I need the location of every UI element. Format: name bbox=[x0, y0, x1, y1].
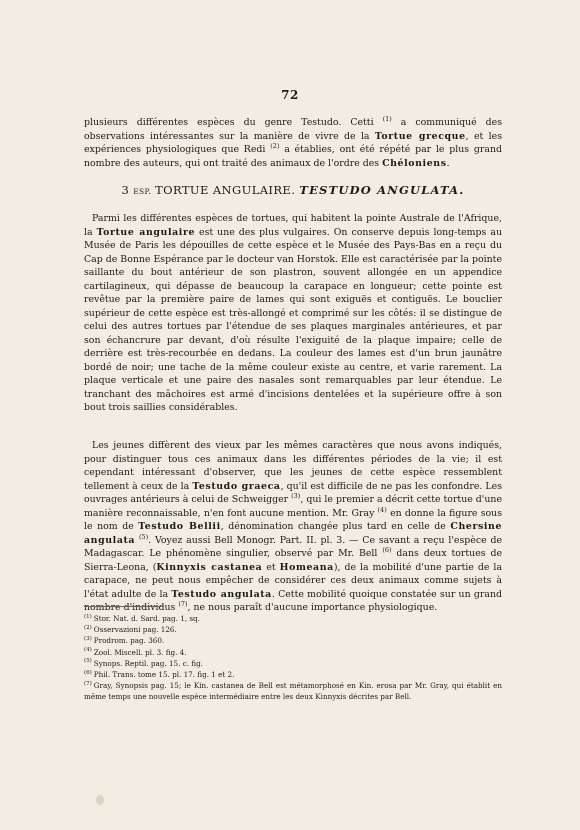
heading-esp: ESP. bbox=[133, 187, 152, 196]
paper-smudge bbox=[96, 795, 104, 805]
page-number: 72 bbox=[281, 88, 299, 102]
species-name: Tortue angulaire bbox=[96, 226, 196, 238]
paragraph-description: Parmi les différentes espèces de tortues, qui habitent la pointe Australe de l'Afrique, la Tortue angulaire est une des plus vulgaires. On conserve depuis long-temps au Musée de Paris les dépouilles de cette espèce et le Musée des Pays-Bas en a reçu du Cap de Bonne Espérance par le docteur van Horstok. Elle est caractérisée par la pointe saillante du bout antérieur de son plastron, souvent allongée en un appendice cartilagineux, qui dépasse de beaucoup la carapace en longueur; cette pointe est revêtue par la première paire de lames qui sont exiguës et contiguës. Le bouclier supérieur de cette espèce est très-allongé et comprimé sur les côtés: il se distingue de celui des autres tortues par l'étendue de ses plaques marginales antérieures, et par son échancrure par devant, d'où résulte l'exiguité de la plaque impaire; celle de derrière est très-recourbée en dedans. La couleur des lames est d'un brun jaunâtre bordé de noir; une tache de la même couleur existe au centre, et varie rarement. La plaque verticale et une paire des nasales sont remarquables par leur étendue. Le tranchant des mâchoires est armé d'incisions dentelées et la supérieure offre à son bout trois saillies considérables. bbox=[84, 213, 502, 413]
footnote-ref-5[interactable]: (5) bbox=[138, 532, 149, 541]
species-name: Chersine angulata bbox=[84, 521, 503, 546]
footnote-ref-4[interactable]: (4) bbox=[377, 505, 387, 514]
species-name: Kinnyxis castanea bbox=[156, 561, 263, 573]
heading-latin-name: TESTUDO ANGULATA. bbox=[299, 183, 465, 197]
section-heading bbox=[84, 183, 502, 197]
paragraph-intro: plusieurs différentes espèces du genre Testudo. Cetti $^{(1)}$ a communiqué des observations intéressantes sur la manière de vivre de la Tortue grecque, et les expériences physiologiques que Redi $^{(2)}$ a établies, ont été répété par le plus grand nombre des auteurs, qui ont traité des animaux de l'ordre des Chéloniens. bbox=[84, 114, 503, 169]
order-name: Chéloniens bbox=[382, 157, 447, 169]
footnote: $^{(3)}$ Prodrom. pag. 360. bbox=[84, 636, 165, 646]
footnote-divider bbox=[84, 606, 164, 607]
footnote: $^{(7)}$ Gray, Synopsis pag. 15; le Kin. castanea de Bell est métamorphosé en Kin. erosa par Mr. Gray, qui établit en même temps une nouvelle espèce intermédiaire entre les deux Kinnyxis décrites par Bell. bbox=[84, 680, 502, 702]
footnote-ref-3[interactable]: (3) bbox=[291, 491, 301, 500]
species-name: Testudo angulata bbox=[171, 588, 272, 600]
footnote: $^{(2)}$ Osservazioni pag. 126. bbox=[84, 624, 177, 635]
footnote: $^{(6)}$ Phil. Trans. tome 15. pl. 17. fig. 1 et 2. bbox=[84, 669, 235, 680]
footnote-ref-2[interactable]: (2) bbox=[270, 141, 280, 150]
species-name: Testudo graeca bbox=[192, 480, 281, 492]
species-name: Tortue grecque bbox=[374, 130, 466, 142]
footnote: $^{(4)}$ Zool. Miscell. pl. 3. fig. 4. bbox=[84, 647, 187, 657]
paragraph-juveniles: Les jeunes diffèrent des vieux par les mêmes caractères que nous avons indiqués, pour distinguer tous ces animaux dans les différentes périodes de la vie; il est cependant intéressant d'observer, que les jeunes de cette espèce ressemblent tellement à ceux de la Testudo graeca, qu'il est difficile de ne pas les confondre. Les ouvrages antérieurs à celui de Schweigger $^{(3)}$, qui le premier a décrit cette tortue d'une manière reconnaissable, n'en font aucune mention. Mr. Gray $^{(4)}$ en donne la figure sous le nom de Testudo Bellii, dénomination changée plus tard en celle de Chersine angulata $^{(5)}$. Voyez aussi Bell Monogr. Part. II. pl. 3. — Ce savant a reçu l'espèce de Madagascar. Le phénomène singulier, observé par Mr. Bell $^{(6)}$ dans deux tortues de Sierra-Leona, (Kinnyxis castanea et Homeana), de la mobilité d'une partie de la carapace, ne peut nous empêcher de considérer ces deux animaux comme sujets à l'état adulte de la Testudo angulata. Cette mobilité quoique constatée sur un grand nombre d'individus $^{(7)}$, ne nous paraît d'aucune importance physiologique. bbox=[84, 440, 503, 613]
footnotes bbox=[84, 613, 502, 703]
footnote-ref-7[interactable]: (7) bbox=[178, 599, 188, 608]
species-name: Homeana bbox=[279, 561, 334, 573]
footnote: $^{(5)}$ Synops. Reptil. pag. 15. c. fig. bbox=[84, 658, 203, 668]
heading-number: 3 bbox=[121, 183, 130, 197]
footnote: $^{(1)}$ Stor. Nat. d. Sard. pag. 1, sq. bbox=[84, 613, 200, 623]
footnote-ref-6[interactable]: (6) bbox=[382, 545, 392, 554]
species-name: Testudo Bellii bbox=[138, 521, 221, 532]
heading-french-name: TORTUE ANGULAIRE. bbox=[155, 183, 296, 197]
footnote-ref-1[interactable]: (1) bbox=[382, 114, 392, 123]
